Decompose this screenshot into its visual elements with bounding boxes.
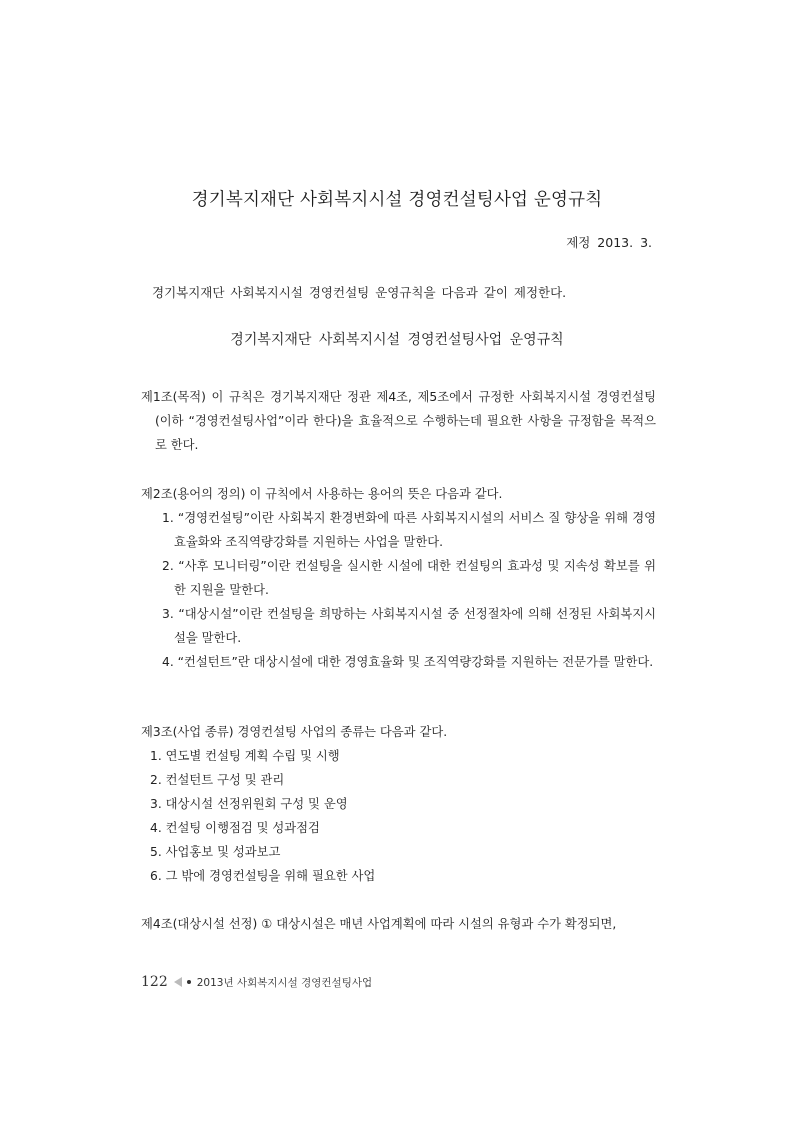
list-item: 2. 컨설턴트 구성 및 관리 [150, 773, 285, 787]
list-item: 1. “경영컨설팅”이란 사회복지 환경변화에 따른 사회복지시설의 서비스 질 향상을 위해 경영효율화와 조직역량강화를 지원하는 사업을 말한다. [162, 511, 656, 549]
article-2 [141, 482, 656, 674]
bullet-dot-icon [187, 980, 191, 984]
page-footer [141, 974, 372, 990]
list-item: 3. 대상시설 선정위원회 구성 및 운영 [150, 797, 348, 811]
document-title: 경기복지재단 사회복지시설 경영컨설팅사업 운영규칙 [191, 190, 603, 210]
page-number: 122 [141, 974, 168, 990]
list-item: 4. “컨설턴트”란 대상시설에 대한 경영효율화 및 조직역량강화를 지원하는 전문가를 말한다. [162, 655, 654, 669]
article-4 [141, 912, 656, 936]
article-3 [141, 720, 656, 888]
article-3-list [141, 744, 656, 888]
enactment-date: 제정 2013. 3. [566, 235, 652, 250]
list-item: 1. 연도별 컨설팅 계획 수립 및 시행 [150, 749, 340, 763]
list-item: 2. “사후 모니터링”이란 컨설팅을 실시한 시설에 대한 컨설팅의 효과성 및 지속성 확보를 위한 지원을 말한다. [162, 559, 656, 597]
article-2-list [141, 506, 656, 674]
arrow-left-icon [174, 977, 182, 987]
intro-sentence: 경기복지재단 사회복지시설 경영컨설팅 운영규칙을 다음과 같이 제정한다. [152, 285, 567, 300]
list-item: 6. 그 밖에 경영컨설팅을 위해 필요한 사업 [150, 869, 376, 883]
rules-subtitle: 경기복지재단 사회복지시설 경영컨설팅사업 운영규칙 [230, 332, 564, 348]
list-item: 4. 컨설팅 이행점검 및 성과점검 [150, 821, 320, 835]
article-3-heading: 제3조(사업 종류) 경영컨설팅 사업의 종류는 다음과 같다. [141, 725, 448, 739]
article-4-text: 제4조(대상시설 선정) ① 대상시설은 매년 사업계획에 따라 시설의 유형과 수가 확정되면, [141, 917, 617, 931]
running-title: 2013년 사회복지시설 경영컨설팅사업 [196, 976, 373, 989]
list-item: 3. “대상시설”이란 컨설팅을 희망하는 사회복지시설 중 선정절차에 의해 선정된 사회복지시설을 말한다. [162, 607, 656, 645]
article-1 [141, 385, 656, 457]
article-1-text: 제1조(목적) 이 규칙은 경기복지재단 정관 제4조, 제5조에서 규정한 사회복지시설 경영컨설팅(이하 “경영컨설팅사업”이라 한다)을 효율적으로 수행하는데 필요한 사항을 규정함을 목적으로 한다. [141, 390, 656, 452]
article-2-heading: 제2조(용어의 정의) 이 규칙에서 사용하는 용어의 뜻은 다음과 같다. [141, 487, 503, 501]
list-item: 5. 사업홍보 및 성과보고 [150, 845, 281, 859]
